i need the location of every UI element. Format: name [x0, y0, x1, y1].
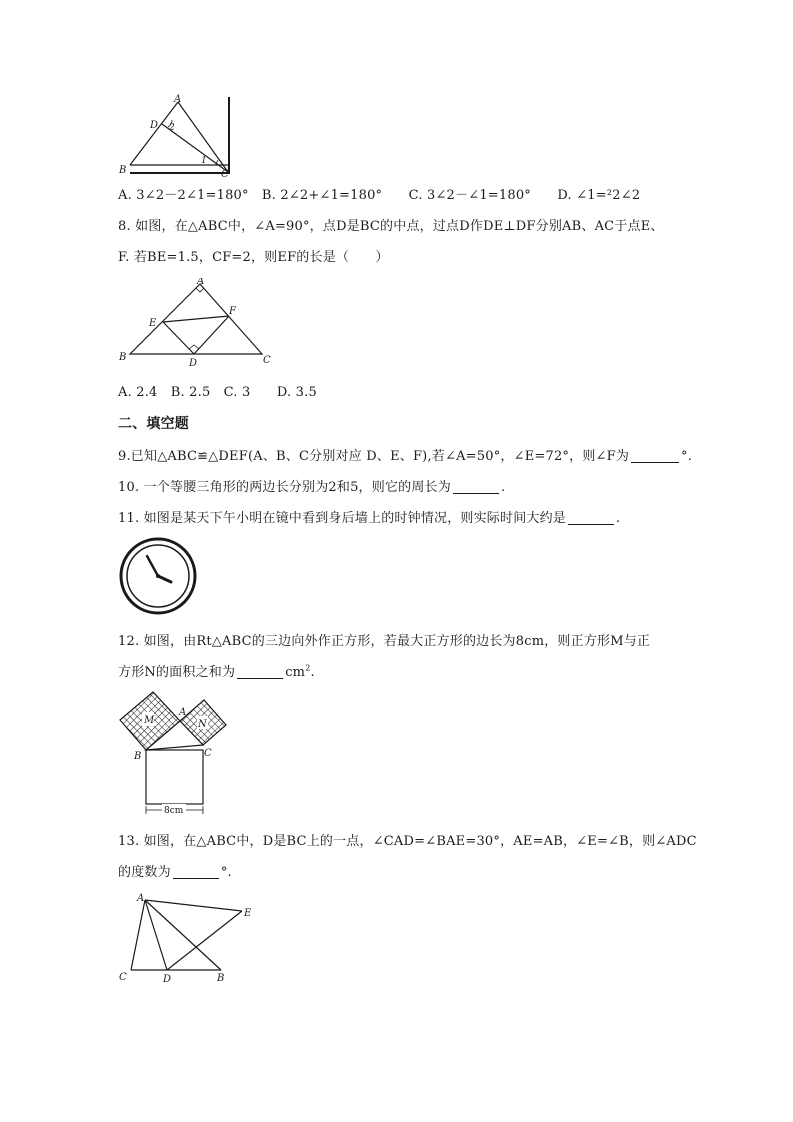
- figure-q8: [116, 278, 276, 370]
- q11-text: [118, 510, 620, 528]
- q10-answer-blank[interactable]: [453, 479, 499, 494]
- label-b: B: [119, 165, 127, 176]
- figure-q7: [116, 94, 236, 178]
- q13-text-line2: [118, 864, 232, 882]
- q10-question: 10. 一个等腰三角形的两边长分别为2和5，则它的周长为: [118, 480, 451, 495]
- right-angle-d: [189, 345, 199, 349]
- figure-q13: [116, 890, 266, 986]
- clock-minute-hand: [147, 556, 158, 576]
- label-a: A: [137, 893, 145, 904]
- label-f: F: [229, 306, 236, 317]
- q11-suffix: .: [616, 511, 621, 526]
- label-a: A: [174, 94, 182, 105]
- label-n: N: [198, 719, 207, 730]
- q13-answer-blank[interactable]: [173, 864, 219, 879]
- q7-options: A. 3∠2－2∠1=180° B. 2∠2+∠1=180° C. 3∠2－∠1=180° D. ∠1=²2∠2: [118, 188, 641, 203]
- label-c: C: [119, 972, 127, 983]
- segment-ae: [145, 900, 242, 911]
- label-d: D: [150, 120, 159, 131]
- q12-text-line1: 12. 如图，由Rt△ABC的三边向外作正方形，若最大正方形的边长为8cm，则正方形M与正: [118, 634, 651, 649]
- q8-text-line1: 8. 如图，在△ABC中，∠A=90°，点D是BC的中点，过点D作DE⊥DF分别AB、AC于点E、: [118, 219, 664, 234]
- q8-options: A. 2.4 B. 2.5 C. 3 D. 3.5: [118, 385, 317, 400]
- label-m: M: [144, 715, 155, 726]
- label-b: B: [134, 751, 142, 762]
- clock-figure: [118, 536, 198, 616]
- q9-text: [118, 448, 692, 466]
- square-bc: [146, 750, 203, 804]
- label-angle-2: 2: [169, 123, 175, 133]
- q12-answer-blank[interactable]: [237, 664, 283, 679]
- q12-suffix: .: [310, 665, 315, 680]
- label-a: A: [197, 278, 205, 287]
- q13-question: 的度数为: [118, 865, 171, 880]
- q12-unit: cm: [285, 665, 306, 680]
- label-c: C: [221, 169, 229, 178]
- segment-ab: [130, 102, 178, 165]
- dimension-label: 8cm: [164, 806, 184, 816]
- label-b: B: [119, 352, 127, 363]
- clock-center: [156, 574, 160, 578]
- q13-text-line1: 13. 如图，在△ABC中，D是BC上的一点，∠CAD=∠BAE=30°，AE=AB，∠E=∠B，则∠ADC: [118, 834, 697, 849]
- label-c: C: [263, 355, 271, 366]
- label-e: E: [244, 908, 252, 919]
- segment-ef: [163, 316, 229, 322]
- q11-question: 11. 如图是某天下午小明在镜中看到身后墙上的时钟情况，则实际时间大约是: [118, 511, 567, 526]
- segment-fd: [194, 316, 229, 354]
- q12-unit-exp: 2: [305, 663, 311, 673]
- q8-text-line2: F. 若BE=1.5，CF=2，则EF的长是（ ）: [118, 250, 389, 265]
- segment-ac: [131, 900, 145, 970]
- label-d: D: [189, 358, 198, 369]
- q9-question: 9.已知△ABC≌△DEF(A、B、C分别对应 D、E、F),若∠A=50°，∠E=72°，则∠F为: [118, 449, 630, 464]
- clock-hour-hand: [158, 576, 171, 582]
- label-a: A: [179, 707, 187, 718]
- label-b: B: [217, 973, 225, 984]
- q11-answer-blank[interactable]: [568, 510, 614, 525]
- figure-q12: [116, 688, 246, 820]
- section-title: 二、填空题: [118, 416, 189, 432]
- label-angle-1: 1: [201, 156, 207, 166]
- right-angle-a: [196, 288, 204, 292]
- label-d: D: [163, 974, 172, 985]
- q10-suffix: .: [500, 480, 506, 495]
- label-c: C: [204, 748, 212, 759]
- q9-suffix: °.: [681, 449, 693, 464]
- label-e: E: [149, 318, 157, 329]
- q12-question: 方形N的面积之和为: [118, 665, 236, 680]
- segment-ed: [167, 911, 242, 970]
- q10-text: [118, 479, 505, 497]
- q13-suffix: °.: [220, 865, 232, 880]
- q12-text-line2: [118, 664, 315, 682]
- q9-answer-blank[interactable]: [631, 448, 679, 463]
